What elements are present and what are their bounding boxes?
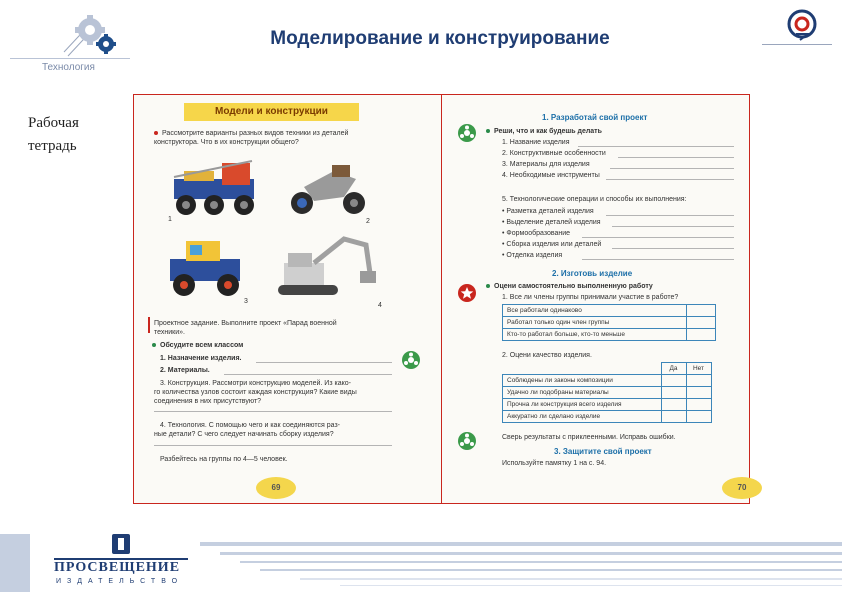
workbook-page-left: [134, 95, 441, 503]
table-row: [503, 329, 716, 341]
page-number-right: 70: [722, 477, 762, 499]
tech-item-1: • Разметка деталей изделия: [502, 208, 594, 215]
checkbox-cell[interactable]: [687, 305, 716, 317]
header-no: Нет: [686, 363, 711, 375]
bullet: [154, 131, 158, 135]
table-cell: Удачно ли подобраны материалы: [503, 387, 662, 399]
checkbox-cell[interactable]: [686, 387, 711, 399]
table-cell: Кто-то работал больше, кто-то меньше: [503, 329, 687, 341]
star-icon: [458, 284, 476, 302]
page-title: Моделирование и конструирование: [270, 28, 610, 49]
item-construction-1: 3. Конструкция. Рассмотри конструкцию моделей. Из како-: [160, 380, 351, 387]
motorcycle-model-image: [284, 157, 374, 226]
tech-item-5: • Отделка изделия: [502, 252, 563, 259]
answer-line: [612, 248, 734, 249]
answer-line: [154, 445, 392, 446]
gears-logo-icon: [62, 12, 124, 58]
checkbox-cell[interactable]: [686, 375, 711, 387]
plan-item-2: 2. Конструктивные особенности: [502, 150, 606, 157]
table-row: [503, 363, 712, 375]
publisher-subtitle: ИЗДАТЕЛЬСТВО: [56, 578, 184, 585]
plan-item-4: 4. Необходимые инструменты: [502, 172, 600, 179]
table-cell: [503, 363, 662, 375]
table-cell: Работал только один член группы: [503, 317, 687, 329]
answer-line: [582, 259, 734, 260]
item-construction-3: соединения в них присутствуют?: [154, 398, 262, 405]
answer-line: [606, 215, 734, 216]
item-technology-1: 4. Технология. С помощью чего и как соединяются раз-: [160, 422, 341, 429]
table-cell: Прочна ли конструкция всего изделия: [503, 399, 662, 411]
section2-title: 2. Изготовь изделие: [552, 269, 633, 278]
toy-number-2: 2: [366, 218, 370, 225]
table-row: [503, 387, 712, 399]
quality-table: [502, 362, 712, 423]
table-row: [503, 399, 712, 411]
header-divider-left: [10, 58, 130, 59]
compare-note: Сверь результаты с приклеенными. Исправь ошибки.: [502, 434, 676, 441]
answer-line: [612, 226, 734, 227]
section3-title: 3. Защитите свой проект: [554, 447, 652, 456]
groups-note: Разбейтесь на группы по 4—5 человек.: [160, 456, 288, 463]
item-construction-2: го количества узлов состоит каждая конструкция? Какие виды: [154, 389, 357, 396]
checkbox-cell[interactable]: [686, 411, 711, 423]
tech-title: 5. Технологические операции и способы их выполнения:: [502, 196, 687, 203]
toy-number-4: 4: [378, 302, 382, 309]
plan-item-1: 1. Название изделия: [502, 139, 570, 146]
answer-line: [618, 157, 734, 158]
page-heading: Модели и конструкции: [184, 103, 359, 121]
item-materials: 2. Материалы.: [160, 367, 210, 374]
header-divider-right: [762, 44, 832, 45]
excavator-model-image: [274, 233, 384, 310]
question-1: 1. Все ли члены группы принимали участие в работе?: [502, 294, 679, 301]
table-cell: Аккуратно ли сделано изделие: [503, 411, 662, 423]
checkbox-cell[interactable]: [661, 387, 686, 399]
table-row: [503, 317, 716, 329]
table-row: [503, 305, 716, 317]
group-work-icon: [458, 432, 476, 450]
publisher-name: ПРОСВЕЩЕНИЕ: [54, 560, 181, 575]
table-row: [503, 411, 712, 423]
tech-item-3: • Формообразование: [502, 230, 571, 237]
bullet: [486, 284, 490, 288]
project-marker: [148, 317, 150, 333]
jeep-model-image: [162, 233, 252, 308]
plan-item-3: 3. Материалы для изделия: [502, 161, 590, 168]
toy-number-3: 3: [244, 298, 248, 305]
page-number-left: 69: [256, 477, 296, 499]
answer-line: [610, 168, 734, 169]
tech-item-4: • Сборка изделия или деталей: [502, 241, 602, 248]
tech-item-2: • Выделение деталей изделия: [502, 219, 601, 226]
group-work-icon: [458, 124, 476, 142]
table-row: [503, 375, 712, 387]
question-2: 2. Оцени качество изделия.: [502, 352, 592, 359]
checkbox-cell[interactable]: [661, 411, 686, 423]
group-work-icon: [402, 351, 420, 369]
bullet: [152, 343, 156, 347]
intro-line-1: Рассмотрите варианты разных видов техники из деталей: [162, 130, 349, 137]
table-cell: Все работали одинаково: [503, 305, 687, 317]
item-purpose: 1. Назначение изделия.: [160, 355, 242, 362]
answer-line: [224, 374, 392, 375]
item-technology-2: ные детали? С чего следует начинать сборку изделия?: [154, 431, 334, 438]
answer-line: [256, 362, 392, 363]
discuss-title: Обсудите всем классом: [160, 342, 244, 349]
decide-title: Реши, что и как будешь делать: [494, 128, 602, 135]
toy-number-1: 1: [168, 216, 172, 223]
checkbox-cell[interactable]: [661, 375, 686, 387]
checkbox-cell[interactable]: [661, 399, 686, 411]
answer-line: [606, 179, 734, 180]
participation-table: [502, 304, 716, 341]
answer-line: [154, 411, 392, 412]
bullet: [486, 129, 490, 133]
truck-model-image: [164, 157, 274, 234]
header-yes: Да: [661, 363, 686, 375]
project-task-line-1: Проектное задание. Выполните проект «Парад военной: [154, 320, 337, 327]
workbook-label: Рабочая тетрадь: [28, 115, 79, 154]
subject-label: Технология: [42, 62, 95, 73]
answer-line: [582, 237, 734, 238]
workbook-spread: [133, 94, 750, 504]
section1-title: 1. Разработай свой проект: [542, 113, 648, 122]
checkbox-cell[interactable]: [687, 329, 716, 341]
memo-note: Используйте памятку 1 на с. 94.: [502, 460, 607, 467]
publisher-emblem-icon: [786, 8, 818, 42]
checkbox-cell[interactable]: [686, 399, 711, 411]
evaluate-title: Оцени самостоятельно выполненную работу: [494, 283, 653, 290]
checkbox-cell[interactable]: [687, 317, 716, 329]
table-cell: Соблюдены ли законы композиции: [503, 375, 662, 387]
answer-line: [578, 146, 734, 147]
project-task-line-2: техники».: [154, 329, 185, 336]
workbook-page-right: [442, 95, 749, 503]
intro-line-2: конструктора. Что в их конструкции общего?: [154, 139, 299, 146]
